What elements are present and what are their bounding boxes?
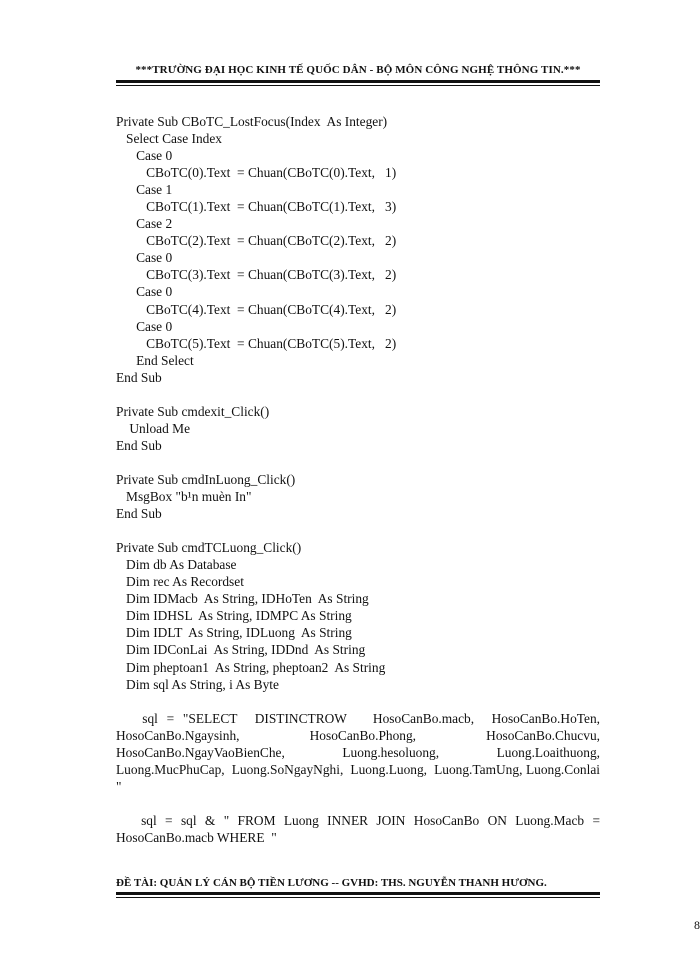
code-line: CBoTC(5).Text = Chuan(CBoTC(5).Text, 2): [116, 335, 397, 351]
code-line: Dim sql As String, i As Byte: [116, 676, 279, 692]
page-header-title: ***TRƯỜNG ĐẠI HỌC KINH TẾ QUỐC DÂN - BỘ MÔN CÔNG NGHỆ THÔNG TIN.***: [135, 64, 581, 76]
code-line: Dim IDHSL As String, IDMPC As String: [116, 608, 352, 624]
footer-rule-thick: [116, 892, 600, 895]
header-rule-thick: [116, 80, 600, 83]
code-line: End Sub: [116, 506, 162, 522]
code-line: [116, 693, 600, 710]
footer-rule-thin: [116, 897, 600, 898]
code-line: Dim rec As Recordset: [116, 574, 244, 590]
code-line: Select Case Index: [116, 131, 222, 147]
sql-from-statement: sql = sql & " FROM Luong INNER JOIN HosoCanBo ON Luong.Macb = HosoCanBo.macb WHERE ": [116, 812, 604, 845]
code-line: Dim db As Database: [116, 557, 237, 573]
code-line: Case 0: [116, 148, 173, 164]
code-line: Private Sub cmdTCLuong_Click(): [116, 540, 302, 556]
code-line: End Sub: [116, 369, 162, 385]
code-listing: [116, 113, 607, 846]
code-line: Case 0: [116, 284, 173, 300]
code-line: [116, 522, 600, 539]
code-line: Dim pheptoan1 As String, pheptoan2 As String: [116, 659, 386, 675]
page-number: 8: [694, 918, 700, 932]
code-line: MsgBox "b¹n muèn In": [116, 489, 252, 505]
page-footer-text: ĐỀ TÀI: QUẢN LÝ CÁN BỘ TIỀN LƯƠNG -- GVHD: THS. NGUYỄN THANH HƯƠNG.: [116, 877, 547, 889]
code-line: Unload Me: [116, 420, 191, 436]
code-line: Case 0: [116, 250, 173, 266]
code-line: [116, 386, 600, 403]
code-line: Case 0: [116, 318, 173, 334]
code-line: Case 1: [116, 182, 173, 198]
code-line: Private Sub cmdexit_Click(): [116, 403, 270, 419]
code-line: Dim IDConLai As String, IDDnd As String: [116, 642, 366, 658]
code-line: CBoTC(4).Text = Chuan(CBoTC(4).Text, 2): [116, 301, 397, 317]
code-line: Dim IDLT As String, IDLuong As String: [116, 625, 352, 641]
code-line: CBoTC(0).Text = Chuan(CBoTC(0).Text, 1): [116, 165, 397, 181]
header-rule-thin: [116, 85, 600, 86]
code-line: [116, 454, 600, 471]
code-line: End Sub: [116, 437, 162, 453]
code-line: Case 2: [116, 216, 173, 232]
code-line: Private Sub CBoTC_LostFocus(Index As Integer): [116, 114, 388, 129]
code-line-blank: [116, 795, 600, 812]
sql-select-statement: sql = "SELECT DISTINCTROW HosoCanBo.macb, HosoCanBo.HoTen, HosoCanBo.Ngaysinh, HosoCanBo.Phong, HosoCanBo.Chucvu, HosoCanBo.NgayVaoBienChe, Luong.hesoluong, Luong.Loaithuong, Luong.MucPhuCap, Luong.SoNgayNghi, Luong.Luong, Luong.TamUng, Luong.Conlai ": [116, 710, 607, 794]
code-line: CBoTC(2).Text = Chuan(CBoTC(2).Text, 2): [116, 233, 397, 249]
code-line: CBoTC(1).Text = Chuan(CBoTC(1).Text, 3): [116, 199, 397, 215]
code-line: Dim IDMacb As String, IDHoTen As String: [116, 591, 369, 607]
code-line: CBoTC(3).Text = Chuan(CBoTC(3).Text, 2): [116, 267, 397, 283]
code-line: Private Sub cmdInLuong_Click(): [116, 471, 296, 487]
code-line: End Select: [116, 352, 194, 368]
